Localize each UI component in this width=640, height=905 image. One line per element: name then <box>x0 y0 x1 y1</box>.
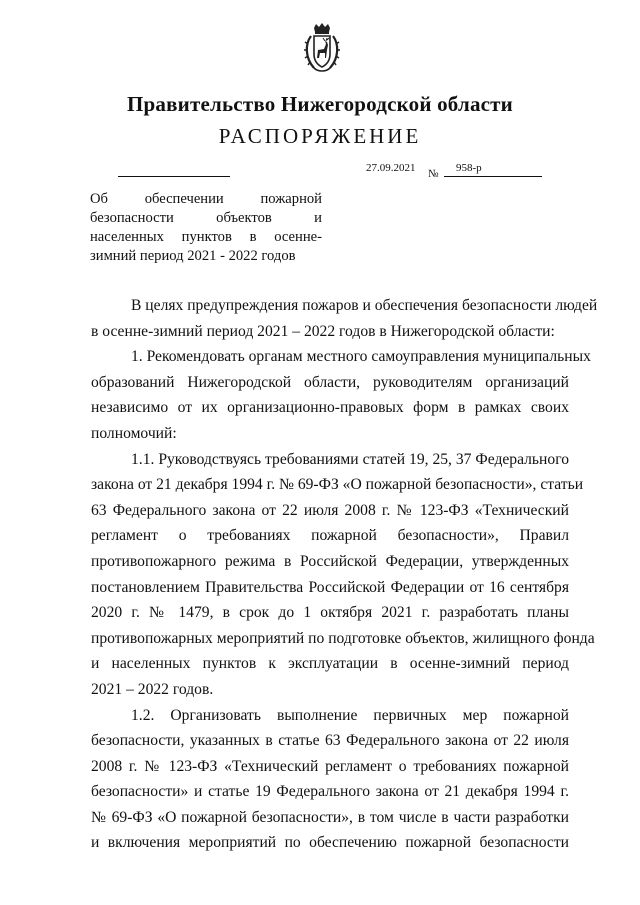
body-line: и включения мероприятий по обеспечению пожарной безопасности <box>91 834 569 852</box>
document-type: РАСПОРЯЖЕНИЕ <box>218 124 422 148</box>
coat-of-arms-icon <box>302 22 342 74</box>
body-line: и населенных пунктов к эксплуатации в осенне-зимний период <box>91 655 569 673</box>
body-line: 2020 г. № 1479, в срок до 1 октября 2021 г. разработать планы <box>91 604 569 622</box>
body-line: 1. Рекомендовать органам местного самоуправления муниципальных <box>131 348 591 366</box>
document-body <box>91 293 598 856</box>
body-line: безопасности, указанных в статье 63 Федерального закона от 22 июля <box>91 732 569 750</box>
body-line: постановлением Правительства Российской Федерации от 16 сентября <box>91 578 569 596</box>
body-line: 1.2. Организовать выполнение первичных мер пожарной <box>131 706 569 724</box>
body-line: № 69-ФЗ «О пожарной безопасности», в том числе в части разработки <box>91 808 569 826</box>
number-sign: № <box>428 168 439 180</box>
body-line: 1.1. Руководствуясь требованиями статей 19, 25, 37 Федерального <box>131 450 569 468</box>
body-line: 63 Федерального закона от 22 июля 2008 г. № 123-ФЗ «Технический <box>91 501 569 519</box>
subject-line: Об обеспечении пожарной <box>90 191 322 207</box>
body-line: 2021 – 2022 годов. <box>91 680 214 698</box>
document-number: 958-р <box>456 162 482 174</box>
number-underline <box>444 176 542 177</box>
document-date: 27.09.2021 <box>366 162 416 174</box>
government-title: Правительство Нижегородской области <box>127 92 513 116</box>
body-line: образований Нижегородской области, руководителям организаций <box>91 373 569 391</box>
body-line: 2008 г. № 123-ФЗ «Технический регламент о требованиях пожарной <box>91 757 569 775</box>
body-line: В целях предупреждения пожаров и обеспечения безопасности людей <box>131 297 598 314</box>
paragraph-1-2 <box>91 703 569 857</box>
body-line: безопасности» и статье 19 Федерального закона от 21 декабря 1994 г. <box>91 783 569 801</box>
subject-line: населенных пунктов в осенне- <box>90 229 322 245</box>
body-line: полномочий: <box>91 424 177 442</box>
body-line: в осенне-зимний период 2021 – 2022 годов в Нижегородской области: <box>91 322 555 340</box>
paragraph-1 <box>91 344 591 446</box>
body-line: закона от 21 декабря 1994 г. № 69-ФЗ «О пожарной безопасности», статьи <box>91 476 584 494</box>
body-line: регламент о требованиях пожарной безопасности», Правил <box>91 527 569 545</box>
subject-line: безопасности объектов и <box>90 210 322 226</box>
paragraph-preamble <box>91 293 598 344</box>
blank-date-line <box>118 176 230 177</box>
body-line: противопожарных мероприятий по подготовке объектов, жилищного фонда <box>91 629 595 647</box>
body-line: противопожарного режима в Российской Федерации, утвержденных <box>91 552 569 570</box>
subject-line: зимний период 2021 - 2022 годов <box>90 248 296 264</box>
body-line: независимо от их организационно-правовых форм в рамках своих <box>91 399 569 417</box>
document-subject <box>90 190 322 266</box>
paragraph-1-1 <box>91 447 595 703</box>
